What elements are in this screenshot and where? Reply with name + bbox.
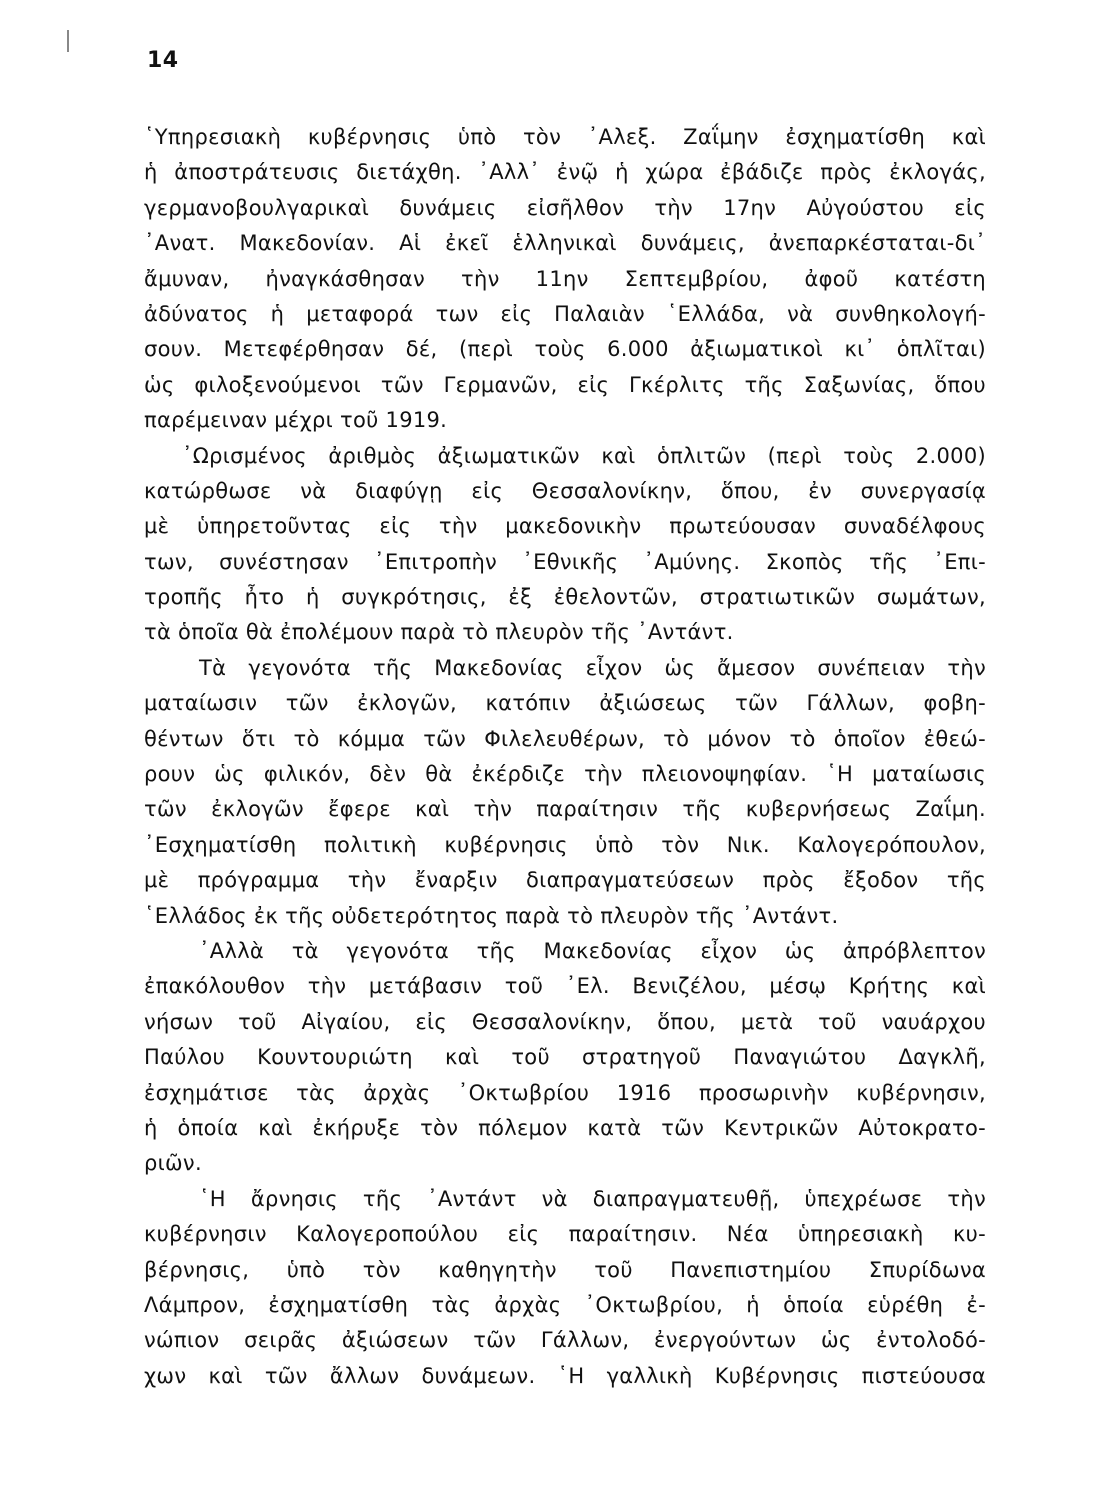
text-line: παρέμειναν μέχρι τοῦ 1919.: [144, 408, 448, 433]
text-line: ματαίωσιν τῶν ἐκλογῶν, κατόπιν ἀξιώσεως τῶν Γάλλων, φοβη-: [144, 691, 986, 716]
text-line: μὲ πρόγραμμα τὴν ἔναρξιν διαπραγματεύσεων πρὸς ἔξοδον τῆς: [144, 868, 986, 893]
text-line: ᾿Ανατ. Μακεδονίαν. Αἱ ἐκεῖ ἑλληνικαὶ δυνάμεις, ἀνεπαρκέσταται-δι᾿: [144, 231, 986, 256]
scan-edge-mark: [67, 30, 69, 52]
text-line: ᾿Εσχηματίσθη πολιτικὴ κυβέρνησις ὑπὸ τὸν Νικ. Καλογερόπουλον,: [144, 832, 986, 857]
text-line: ᾿Ωρισμένος ἀριθμὸς ἀξιωματικῶν καὶ ὁπλιτῶν (περὶ τοὺς 2.000): [182, 443, 986, 468]
text-line: μὲ ὑπηρετοῦντας εἰς τὴν μακεδονικὴν πρωτεύουσαν συναδέλφους: [144, 514, 986, 539]
text-line: ρουν ὡς φιλικόν, δὲν θὰ ἐκέρδιζε τὴν πλειονοψηφίαν. ῾Η ματαίωσις: [144, 762, 986, 787]
body-text: [144, 120, 986, 1394]
text-line: ἡ ἀποστράτευσις διετάχθη. ᾿Αλλ᾿ ἐνῷ ἡ χώρα ἐβάδιζε πρὸς ἐκλογάς,: [144, 160, 986, 185]
text-line: ὡς φιλοξενούμενοι τῶν Γερμανῶν, εἰς Γκέρλιτς τῆς Σαξωνίας, ὅπου: [144, 372, 986, 397]
text-line: ἀδύνατος ἡ μεταφορά των εἰς Παλαιὰν ῾Ελλάδα, νὰ συνθηκολογή-: [144, 301, 986, 326]
text-line: ἐσχημάτισε τὰς ἀρχὰς ᾿Οκτωβρίου 1916 προσωρινὴν κυβέρνησιν,: [144, 1080, 986, 1105]
text-line: χων καὶ τῶν ἄλλων δυνάμεων. ῾Η γαλλικὴ Κυβέρνησις πιστεύουσα: [144, 1363, 986, 1388]
text-line: ῾Ελλάδος ἐκ τῆς οὐδετερότητος παρὰ τὸ πλευρὸν τῆς ᾿Αντάντ.: [144, 903, 839, 928]
text-line: τροπῆς ἦτο ἡ συγκρότησις, ἐξ ἐθελοντῶν, στρατιωτικῶν σωμάτων,: [144, 585, 986, 610]
text-line: γερμανοβουλγαρικαὶ δυνάμεις εἰσῆλθον τὴν 17ην Αὐγούστου εἰς: [144, 195, 986, 220]
text-line: κατώρθωσε νὰ διαφύγῃ εἰς Θεσσαλονίκην, ὅπου, ἐν συνεργασίᾳ: [144, 478, 986, 503]
text-line: τῶν ἐκλογῶν ἔφερε καὶ τὴν παραίτησιν τῆς κυβερνήσεως Ζαΐμη.: [144, 797, 986, 822]
text-line: Τὰ γεγονότα τῆς Μακεδονίας εἶχον ὡς ἄμεσον συνέπειαν τὴν: [199, 655, 986, 680]
text-line: τὰ ὁποῖα θὰ ἐπολέμουν παρὰ τὸ πλευρὸν τῆς ᾿Αντάντ.: [144, 620, 734, 645]
text-line: ἄμυναν, ἠναγκάσθησαν τὴν 11ην Σεπτεμβρίου, ἀφοῦ κατέστη: [144, 266, 986, 291]
text-line: Λάμπρον, ἐσχηματίσθη τὰς ἀρχὰς ᾿Οκτωβρίου, ἡ ὁποία εὑρέθη ἐ-: [144, 1292, 986, 1317]
text-line: σουν. Μετεφέρθησαν δέ, (περὶ τοὺς 6.000 ἀξιωματικοὶ κι᾿ ὁπλῖται): [144, 337, 986, 362]
text-line: ῾Υπηρεσιακὴ κυβέρνησις ὑπὸ τὸν ᾿Αλεξ. Ζαΐμην ἐσχηματίσθη καὶ: [144, 125, 986, 149]
text-line: των, συνέστησαν ᾿Επιτροπὴν ᾿Εθνικῆς ᾿Αμύνης. Σκοπὸς τῆς ᾿Επι-: [144, 549, 986, 574]
text-line: βέρνησις, ὑπὸ τὸν καθηγητὴν τοῦ Πανεπιστημίου Σπυρίδωνα: [144, 1257, 986, 1282]
text-line: Παύλου Κουντουριώτη καὶ τοῦ στρατηγοῦ Παναγιώτου Δαγκλῆ,: [144, 1045, 986, 1070]
text-line: ριῶν.: [144, 1151, 202, 1176]
text-line: νήσων τοῦ Αἰγαίου, εἰς Θεσσαλονίκην, ὅπου, μετὰ τοῦ ναυάρχου: [144, 1009, 986, 1034]
text-line: ῾Η ἄρνησις τῆς ᾿Αντάντ νὰ διαπραγματευθῇ, ὑπεχρέωσε τὴν: [199, 1186, 986, 1211]
text-line: θέντων ὅτι τὸ κόμμα τῶν Φιλελευθέρων, τὸ μόνον τὸ ὁποῖον ἐθεώ-: [144, 726, 986, 751]
text-line: κυβέρνησιν Καλογεροπούλου εἰς παραίτησιν. Νέα ὑπηρεσιακὴ κυ-: [144, 1222, 986, 1247]
text-line: νώπιον σειρᾶς ἀξιώσεων τῶν Γάλλων, ἐνεργούντων ὡς ἐντολοδό-: [144, 1328, 986, 1353]
text-line: ἐπακόλουθον τὴν μετάβασιν τοῦ ᾿Ελ. Βενιζέλου, μέσῳ Κρήτης καὶ: [144, 974, 986, 999]
text-line: ἡ ὁποία καὶ ἐκήρυξε τὸν πόλεμον κατὰ τῶν Κεντρικῶν Αὐτοκρατο-: [144, 1115, 986, 1140]
text-line: ᾿Αλλὰ τὰ γεγονότα τῆς Μακεδονίας εἶχον ὡς ἀπρόβλεπτον: [199, 938, 986, 963]
page-number: 14: [147, 48, 179, 73]
